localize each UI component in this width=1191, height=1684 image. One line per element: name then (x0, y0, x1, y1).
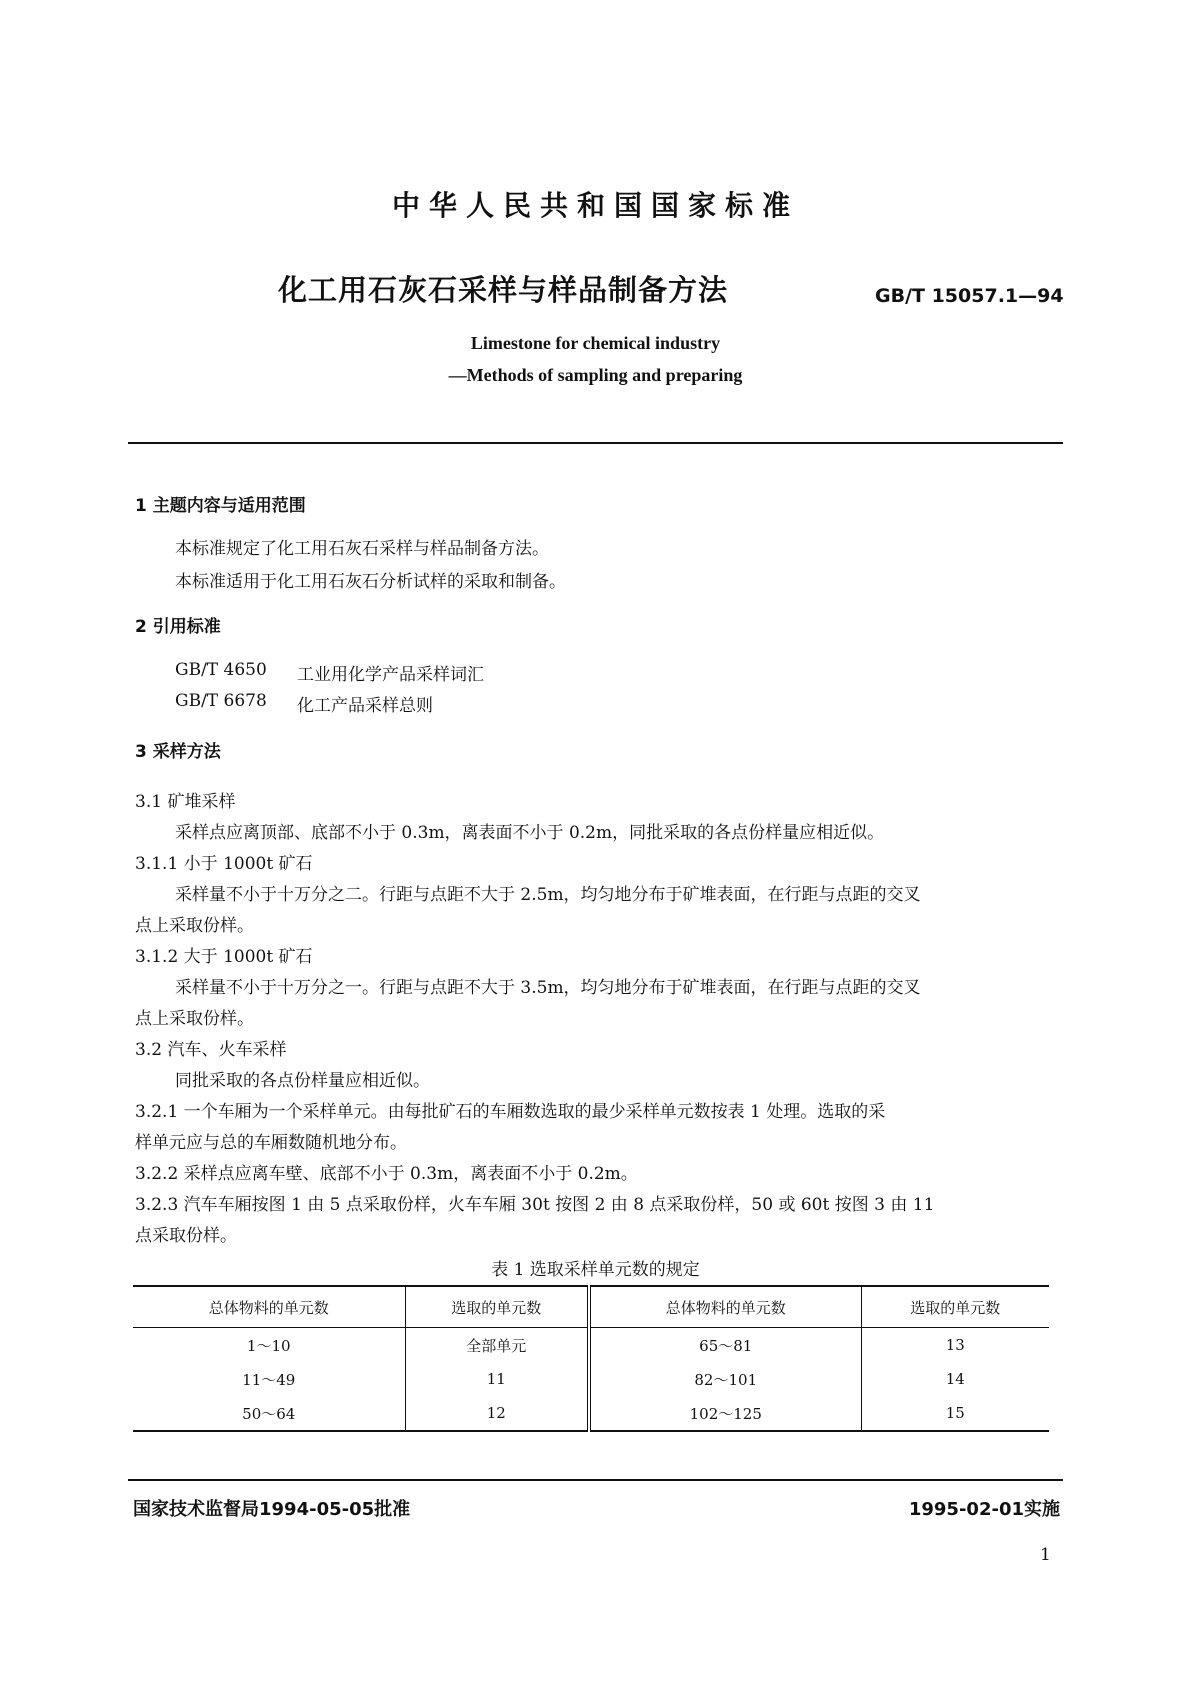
table-cell: 14 (945, 1370, 965, 1388)
subsection-3-2-text: 同批采取的各点份样量应相近似。 (175, 1071, 430, 1091)
table-row (133, 1328, 1049, 1363)
footer-divider (128, 1479, 1063, 1481)
subsection-3-2-title: 3.2 汽车、火车采样 (135, 1040, 287, 1060)
document-title: 化工用石灰石采样与样品制备方法 (278, 273, 729, 307)
approval-date: 国家技术监督局1994-05-05批准 (133, 1499, 411, 1520)
page-number: 1 (1040, 1545, 1051, 1565)
table-cell: 82～101 (589, 1362, 861, 1396)
table-header-cell: 选取的单元数 (910, 1298, 1001, 1317)
section-2-heading: 2 引用标准 (135, 617, 221, 637)
reference-code: GB/T 6678 (175, 691, 267, 711)
subsection-3-1-2-text: 采样量不小于十万分之一。行距与点距不大于 3.5m，均匀地分布于矿堆表面，在行距与点距的交叉 (175, 978, 921, 998)
table-header-cell: 总体物料的单元数 (589, 1286, 861, 1328)
subsection-3-2-2-text: 3.2.2 采样点应离车壁、底部不小于 0.3m，离表面不小于 0.2m。 (135, 1164, 638, 1184)
table-cell: 102～125 (589, 1396, 861, 1431)
table-cell: 50～64 (133, 1396, 405, 1431)
subsection-3-2-1-text-continued: 样单元应与总的车厢数随机地分布。 (135, 1133, 407, 1153)
table-row (133, 1362, 1049, 1396)
section-1-paragraph-1: 本标准规定了化工用石灰石采样与样品制备方法。 (175, 539, 549, 559)
english-title-line-2: —Methods of sampling and preparing (448, 365, 743, 385)
reference-code: GB/T 4650 (175, 660, 267, 680)
subsection-3-1-2-title: 3.1.2 大于 1000t 矿石 (135, 947, 313, 967)
standard-code: GB/T 15057.1—94 (875, 285, 1064, 307)
subsection-3-2-3-text: 3.2.3 汽车车厢按图 1 由 5 点采取份样，火车车厢 30t 按图 2 由 8 点采取份样，50 或 60t 按图 3 由 11 (135, 1195, 935, 1215)
header-divider (128, 442, 1063, 444)
subsection-3-2-3-text-continued: 点采取份样。 (135, 1226, 237, 1246)
implementation-date: 1995-02-01实施 (908, 1499, 1060, 1520)
english-title-line-1: Limestone for chemical industry (470, 333, 721, 353)
table-cell: 65～81 (589, 1328, 861, 1363)
table-row (133, 1396, 1049, 1431)
table-header-cell: 总体物料的单元数 (133, 1286, 405, 1328)
section-3-heading: 3 采样方法 (135, 742, 221, 762)
reference-name: 工业用化学产品采样词汇 (297, 665, 484, 685)
table-cell: 11 (405, 1362, 589, 1396)
subsection-3-2-1-text: 3.2.1 一个车厢为一个采样单元。由每批矿石的车厢数选取的最少采样单元数按表 1 处理。选取的采 (135, 1102, 886, 1122)
section-1-paragraph-2: 本标准适用于化工用石灰石分析试样的采取和制备。 (175, 572, 566, 592)
reference-name: 化工产品采样总则 (297, 696, 433, 716)
national-standard-title: 中华人民共和国国家标准 (391, 189, 799, 222)
section-1-heading: 1 主题内容与适用范围 (135, 496, 306, 516)
table-caption: 表 1 选取采样单元数的规定 (491, 1260, 700, 1280)
table-cell: 13 (945, 1336, 965, 1354)
table-cell: 15 (945, 1404, 965, 1422)
subsection-3-1-2-text-continued: 点上采取份样。 (135, 1009, 254, 1029)
subsection-3-1-1-text: 采样量不小于十万分之二。行距与点距不大于 2.5m，均匀地分布于矿堆表面，在行距与点距的交叉 (175, 885, 921, 905)
sampling-units-table (133, 1285, 1049, 1432)
subsection-3-1-1-text-continued: 点上采取份样。 (135, 916, 254, 936)
table-header-row (133, 1286, 1049, 1328)
table-cell: 1～10 (133, 1328, 405, 1363)
table-header-cell: 选取的单元数 (405, 1286, 589, 1328)
subsection-3-1-1-title: 3.1.1 小于 1000t 矿石 (135, 854, 313, 874)
subsection-3-1-title: 3.1 矿堆采样 (135, 792, 236, 812)
table-cell: 12 (405, 1396, 589, 1431)
subsection-3-1-text: 采样点应离顶部、底部不小于 0.3m，离表面不小于 0.2m，同批采取的各点份样量应相近似。 (175, 823, 885, 843)
table-cell: 11～49 (133, 1362, 405, 1396)
table-cell: 全部单元 (405, 1328, 589, 1363)
